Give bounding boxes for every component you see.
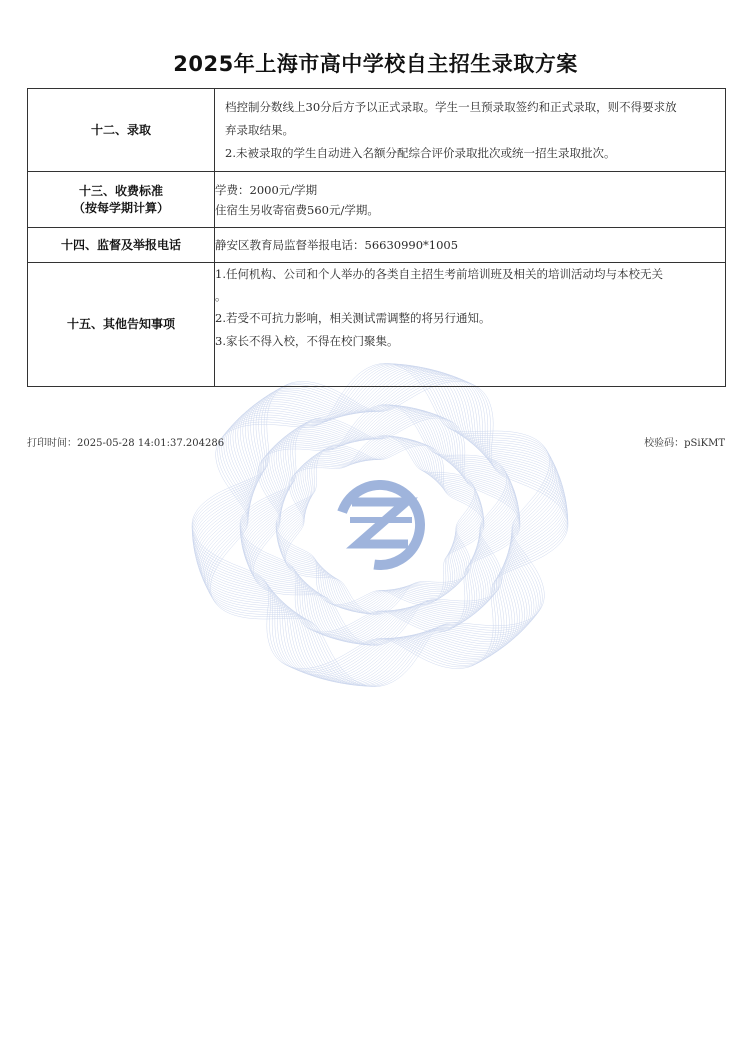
rosette-line (241, 412, 519, 638)
row-content-other-notices (215, 263, 726, 387)
content-line: 3.家长不得入校，不得在校门聚集。 (215, 334, 399, 348)
content-line: 住宿生另收寄宿费560元/学期。 (215, 202, 379, 217)
rosette-line (277, 441, 483, 610)
rosette-line (252, 405, 508, 645)
rosette-line (209, 364, 551, 687)
rosette-line (207, 364, 553, 686)
rosette-line (286, 436, 475, 615)
content-line: 弃录取结果。 (225, 122, 294, 137)
rosette-line (249, 405, 511, 644)
rosette-line (250, 405, 509, 645)
rosette-line (199, 367, 561, 684)
rosette-line (240, 417, 520, 634)
rosette-line (198, 367, 562, 682)
rosette-line (247, 406, 514, 643)
rosette-line (203, 365, 557, 685)
rosette-line (253, 405, 507, 646)
row-label-other-notices (28, 263, 215, 387)
rosette-line (284, 436, 476, 614)
rosette-line (277, 442, 484, 608)
row-label-line: 十五、其他告知事项 (66, 317, 175, 331)
row-content-admission (215, 89, 726, 172)
rosette-line (276, 443, 483, 607)
rosette-line (196, 370, 565, 680)
rosette-line (193, 376, 568, 675)
watermark-seal (180, 360, 580, 695)
rosette-line (243, 409, 517, 641)
table-row (28, 172, 726, 228)
rosette-line (204, 364, 556, 685)
rosette-line (211, 363, 550, 686)
rosette-line (240, 418, 520, 632)
rosette-line (248, 406, 512, 644)
rosette-line (242, 410, 517, 640)
content-line: 。 (215, 289, 227, 303)
print-time: 打印时间：2025-05-28 14:01:37.204286 (27, 438, 225, 449)
rosette-line (242, 411, 519, 639)
rosette-line (246, 407, 515, 643)
rosette-line (192, 381, 568, 668)
row-content-supervision (215, 228, 726, 263)
content-line: 2.未被录取的学生自动进入名额分配综合评价录取批次或统一招生录取批次。 (225, 145, 616, 160)
rosette-line (282, 437, 479, 614)
rosette-line (276, 445, 484, 604)
table-row (28, 89, 726, 172)
rosette-line (202, 365, 559, 684)
rosette-line (194, 373, 567, 677)
table-row (28, 228, 726, 263)
row-label-supervision (28, 228, 215, 263)
rosette-line (241, 413, 519, 637)
content-line: 2.若受不可抗力影响，相关测试需调整的将另行通知。 (215, 311, 491, 325)
rosette-line (193, 374, 567, 675)
admission-table (27, 88, 726, 387)
rosette-line (245, 408, 516, 643)
rosette-line (281, 437, 480, 613)
row-content-fees (215, 172, 726, 228)
rosette-line (195, 371, 566, 679)
rosette-line (194, 372, 566, 678)
rosette-line (197, 368, 563, 682)
content-line: 1.任何机构、公司和个人举办的各类自主招生考前培训班及相关的培训活动均与本校无关 (215, 267, 663, 281)
content-line: 档控制分数线上30分后方予以正式录取。学生一旦预录取签约和正式录取，则不得要求放 (225, 99, 677, 114)
rosette-line (278, 440, 483, 610)
hotline-text: 静安区教育局监督举报电话：56630990*1005 (215, 237, 459, 252)
table-row (28, 263, 726, 387)
row-label-fees (28, 172, 215, 228)
rosette-line (240, 415, 520, 634)
row-label-line: 十四、监督及举报电话 (60, 237, 181, 252)
row-label-line: 十三、收费标准 (78, 183, 163, 198)
rosette-line (276, 444, 484, 606)
row-label-admission (28, 89, 215, 172)
rosette-line (196, 369, 563, 681)
rosette-line (278, 439, 482, 611)
rosette-line (240, 414, 519, 636)
rosette-line (200, 366, 559, 684)
row-label-line: 十二、录取 (90, 122, 151, 137)
rosette-line (280, 438, 481, 613)
page-title: 2025年上海市高中学校自主招生录取方案 (173, 52, 578, 76)
verify-code: 校验码：pSiKMT (644, 438, 725, 449)
rosette-line (192, 377, 567, 673)
rosette-line (279, 438, 481, 612)
rosette-line (192, 378, 568, 671)
content-line: 学费：2000元/学期 (215, 182, 318, 197)
rosette-line (206, 364, 555, 686)
seal-logo-icon (329, 474, 432, 577)
rosette-line (283, 436, 477, 614)
rosette-line (192, 380, 568, 670)
row-label-line: （按每学期计算） (72, 200, 169, 215)
rosette-line (244, 408, 516, 642)
